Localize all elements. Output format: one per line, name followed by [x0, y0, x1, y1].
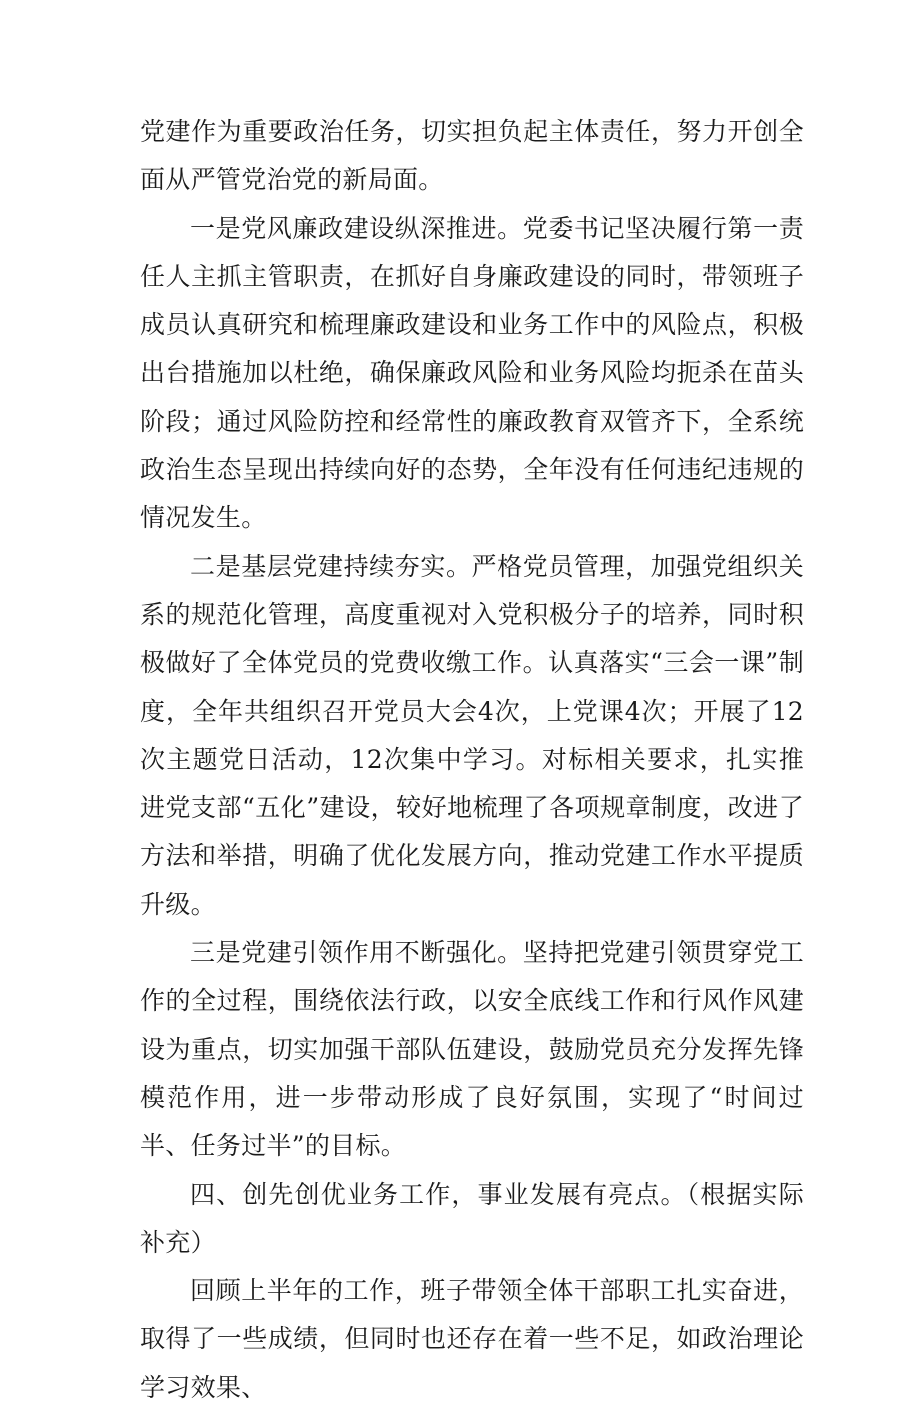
paragraph-business-work: 四、创先创优业务工作，事业发展有亮点。（根据实际补充）: [140, 1179, 804, 1257]
document-body: [140, 108, 804, 1412]
paragraph-review: 回顾上半年的工作，班子带领全体干部职工扎实奋进，取得了一些成绩，但同时也还存在着一些不足，如政治理论学习效果、: [140, 1276, 804, 1402]
paragraph-party-leadership: 三是党建引领作用不断强化。坚持把党建引领贯穿党工作的全过程，围绕依法行政，以安全底线工作和行风作风建设为重点，切实加强干部队伍建设，鼓励党员充分发挥先锋模范作用，进一步带动形成了良好氛围，实现了“时间过半、任务过半”的目标。: [140, 938, 804, 1161]
paragraph-party-conduct: 一是党风廉政建设纵深推进。党委书记坚决履行第一责任人主抓主管职责，在抓好自身廉政建设的同时，带领班子成员认真研究和梳理廉政建设和业务工作中的风险点，积极出台措施加以杜绝，确保廉政风险和业务风险均扼杀在苗头阶段；通过风险防控和经常性的廉政教育双管齐下，全系统政治生态呈现出持续向好的态势，全年没有任何违纪违规的情况发生。: [140, 213, 804, 533]
paragraph-continuation: 党建作为重要政治任务，切实担负起主体责任，努力开创全面从严管党治党的新局面。: [140, 117, 804, 195]
paragraph-grassroots-party: 二是基层党建持续夯实。严格党员管理，加强党组织关系的规范化管理，高度重视对入党积极分子的培养，同时积极做好了全体党员的党费收缴工作。认真落实“三会一课”制度，全年共组织召开党员大会4次，上党课4次；开展了12次主题党日活动，12次集中学习。对标相关要求，扎实推进党支部“五化”建设，较好地梳理了各项规章制度，改进了方法和举措，明确了优化发展方向，推动党建工作水平提质升级。: [140, 551, 804, 919]
